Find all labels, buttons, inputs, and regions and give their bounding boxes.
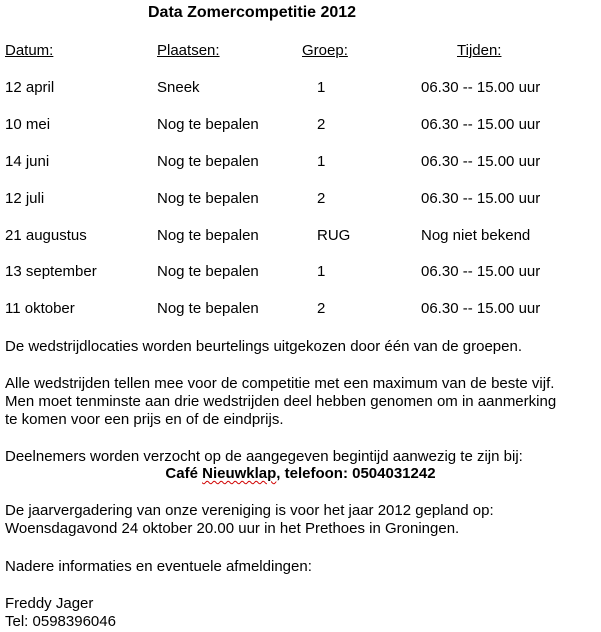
row-place: Nog te bepalen bbox=[157, 153, 259, 170]
schedule-row bbox=[0, 300, 601, 320]
row-time: Nog niet bekend bbox=[421, 227, 531, 244]
contact-phone: Tel: 0598396046 bbox=[5, 613, 116, 630]
row-time: 06.30 -- 15.00 uur bbox=[421, 263, 541, 280]
row-date: 11 oktober bbox=[5, 300, 75, 317]
row-group: 1 bbox=[317, 153, 326, 170]
row-group: 1 bbox=[317, 263, 326, 280]
row-place: Nog te bepalen bbox=[157, 300, 259, 317]
schedule-row bbox=[0, 153, 601, 173]
contact-block bbox=[5, 595, 597, 631]
row-place: Nog te bepalen bbox=[157, 190, 259, 207]
header-group: Groep: bbox=[302, 42, 348, 59]
row-group: 2 bbox=[317, 116, 326, 133]
venue-line bbox=[0, 465, 601, 482]
row-place: Nog te bepalen bbox=[157, 263, 259, 280]
contact-name: Freddy Jager bbox=[5, 595, 94, 612]
row-place: Sneek bbox=[157, 79, 200, 96]
row-date: 12 april bbox=[5, 79, 55, 96]
row-date: 21 augustus bbox=[5, 227, 87, 244]
row-date: 14 juni bbox=[5, 153, 50, 170]
schedule-row bbox=[0, 190, 601, 210]
venue-prefix: Café bbox=[165, 465, 203, 482]
meeting-line: De jaarvergadering van onze vereniging is voor het jaar 2012 gepland op: bbox=[5, 502, 494, 519]
header-place: Plaatsen: bbox=[157, 42, 220, 59]
header-date: Datum: bbox=[5, 42, 54, 59]
locations-paragraph: De wedstrijdlocaties worden beurtelings uitgekozen door één van de groepen. bbox=[5, 338, 522, 355]
row-group: 2 bbox=[317, 190, 326, 207]
document-title: Data Zomercompetitie 2012 bbox=[148, 4, 357, 21]
schedule-row bbox=[0, 227, 601, 247]
row-time: 06.30 -- 15.00 uur bbox=[421, 116, 541, 133]
rules-line: Alle wedstrijden tellen mee voor de competitie met een maximum van de beste vijf. bbox=[5, 375, 555, 392]
row-time: 06.30 -- 15.00 uur bbox=[421, 79, 541, 96]
row-date: 12 juli bbox=[5, 190, 45, 207]
row-group: 1 bbox=[317, 79, 326, 96]
row-place: Nog te bepalen bbox=[157, 227, 259, 244]
schedule-row bbox=[0, 79, 601, 99]
schedule-row bbox=[0, 116, 601, 136]
venue-phone: , telefoon: 0504031242 bbox=[276, 465, 436, 482]
row-time: 06.30 -- 15.00 uur bbox=[421, 153, 541, 170]
rules-line: te komen voor een prijs en of de eindprijs. bbox=[5, 411, 284, 428]
rules-paragraph bbox=[5, 375, 597, 429]
info-paragraph: Nadere informaties en eventuele afmeldingen: bbox=[5, 558, 312, 575]
row-date: 10 mei bbox=[5, 116, 51, 133]
rules-line: Men moet tenminste aan drie wedstrijden deel hebben genomen om in aanmerking bbox=[5, 393, 557, 410]
row-time: 06.30 -- 15.00 uur bbox=[421, 300, 541, 317]
row-time: 06.30 -- 15.00 uur bbox=[421, 190, 541, 207]
row-group: RUG bbox=[317, 227, 351, 244]
row-place: Nog te bepalen bbox=[157, 116, 259, 133]
schedule-row bbox=[0, 263, 601, 283]
header-time: Tijden: bbox=[457, 42, 502, 59]
row-date: 13 september bbox=[5, 263, 97, 280]
venue-name: Nieuwklap bbox=[202, 465, 277, 482]
meeting-line: Woensdagavond 24 oktober 20.00 uur in het Prethoes in Groningen. bbox=[5, 520, 460, 537]
row-group: 2 bbox=[317, 300, 326, 317]
participants-paragraph: Deelnemers worden verzocht op de aangegeven begintijd aanwezig te zijn bij: bbox=[5, 448, 523, 465]
meeting-paragraph bbox=[5, 502, 597, 538]
